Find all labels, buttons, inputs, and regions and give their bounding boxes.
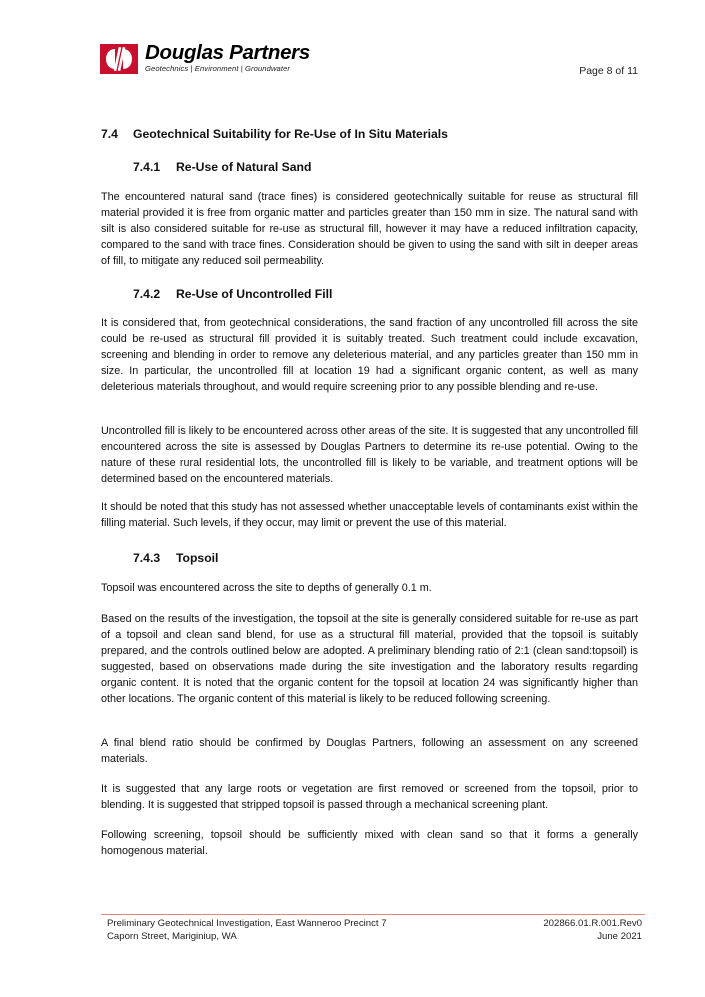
paragraph: It is suggested that any large roots or vegetation are first removed or screened from the topsoil, prior to blending. It is suggested that stripped topsoil is passed through a mechanical screening plant. <box>101 783 638 811</box>
paragraph: Following screening, topsoil should be sufficiently mixed with clean sand so that it forms a generally homogenous material. <box>101 829 638 857</box>
logo-tagline: Geotechnics | Environment | Groundwater <box>145 64 291 73</box>
subsection-number: 7.4.3 <box>133 551 161 565</box>
subsection-title: Topsoil <box>176 551 219 565</box>
paragraph: It should be noted that this study has not assessed whether unacceptable levels of contaminants exist within the filling material. Such levels, if they occur, may limit or prevent the use of this material. <box>101 501 638 529</box>
subsection-title: Re-Use of Uncontrolled Fill <box>176 287 333 301</box>
subsection-title: Re-Use of Natural Sand <box>176 160 312 174</box>
douglas-partners-logo-mark <box>100 44 138 74</box>
company-logo <box>100 42 325 76</box>
footer-left <box>107 918 387 943</box>
footer-right <box>543 918 642 943</box>
section-number: 7.4 <box>101 127 118 141</box>
footer-report-number: 202866.01.R.001.Rev0 <box>543 918 642 929</box>
paragraph: Based on the results of the investigation, the topsoil at the site is generally considered suitable for re-use as part of a topsoil and clean sand blend, for use as a structural fill material, provided that the topsoil is suitably prepared, and the controls outlined below are adopted. A preliminary blending ratio of 2:1 (clean sand:topsoil) is suggested, based on observations made during the site investigation and the laboratory results regarding organic content. It is noted that the organic content for the topsoil at location 24 was significantly higher than other locations. The organic content of this material is likely to be reduced following screening. <box>101 613 638 705</box>
section-title: Geotechnical Suitability for Re-Use of In Situ Materials <box>133 127 448 141</box>
subsection-number: 7.4.1 <box>133 160 161 174</box>
subsection-heading <box>133 551 218 565</box>
logo-name: Douglas Partners <box>145 41 310 64</box>
paragraph: Topsoil was encountered across the site to depths of generally 0.1 m. <box>101 582 432 594</box>
page-number: Page 8 of 11 <box>579 65 638 77</box>
footer-project-location: Caporn Street, Mariginiup, WA <box>107 930 237 942</box>
footer-date: June 2021 <box>597 930 642 942</box>
paragraph: A final blend ratio should be confirmed by Douglas Partners, following an assessment on any screened materials. <box>101 737 638 765</box>
footer-divider <box>101 914 645 915</box>
subsection-heading <box>133 160 311 174</box>
paragraph: The encountered natural sand (trace fines) is considered geotechnically suitable for reuse as structural fill material provided it is free from organic matter and particles greater than 150 mm in size. The natural sand with silt is also considered suitable for re-use as structural fill, however it may have a reduced infiltration capacity, compared to the sand with trace fines. Consideration should be given to using the sand with silt in deeper areas of fill, to mitigate any reduced soil permeability. <box>101 191 638 267</box>
footer-project-title: Preliminary Geotechnical Investigation, East Wanneroo Precinct 7 <box>107 918 387 929</box>
subsection-heading <box>133 287 332 301</box>
subsection-number: 7.4.2 <box>133 287 161 301</box>
paragraph: It is considered that, from geotechnical considerations, the sand fraction of any uncontrolled fill across the site could be re-used as structural fill provided it is suitably treated. Such treatment could include excavation, screening and blending in order to remove any deleterious material, and any particles greater than 150 mm in size. In particular, the uncontrolled fill at location 19 had a significant organic content, as well as many deleterious materials throughout, and would require screening prior to any possible blending and re-use. <box>101 317 638 393</box>
paragraph: Uncontrolled fill is likely to be encountered across other areas of the site. It is suggested that any uncontrolled fill encountered across the site is assessed by Douglas Partners to determine its re-use potential. Owing to the nature of these rural residential lots, the uncontrolled fill is likely to be variable, and treatment options will be determined based on the encountered materials. <box>101 425 638 485</box>
section-heading <box>101 127 448 141</box>
